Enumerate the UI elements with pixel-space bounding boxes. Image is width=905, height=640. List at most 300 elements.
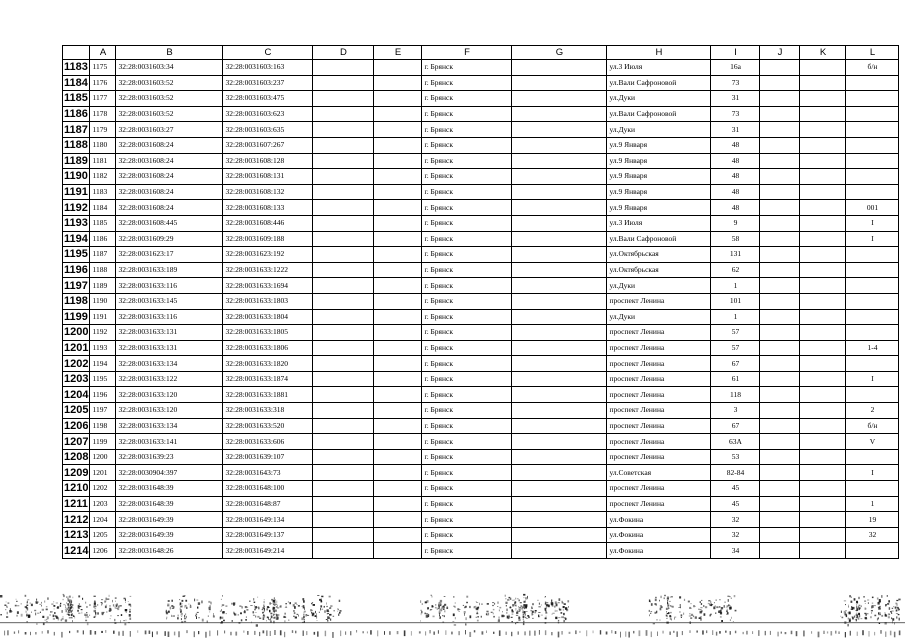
cell-d	[313, 231, 374, 247]
cell-d	[313, 527, 374, 543]
cell-a: 1198	[90, 418, 116, 434]
table-row	[63, 543, 899, 559]
cell-l: I	[846, 231, 899, 247]
cell-d	[313, 481, 374, 497]
table-row	[63, 60, 899, 76]
cell-b: 32:28:0031633:145	[116, 293, 223, 309]
cell-g	[512, 512, 607, 528]
cell-h: ул.Дуки	[607, 122, 711, 138]
cell-a: 1184	[90, 200, 116, 216]
cell-g	[512, 465, 607, 481]
column-header: D	[313, 46, 374, 60]
cell-e	[374, 137, 422, 153]
cell-f: г. Брянск	[422, 262, 512, 278]
cell-h: ул.9 Января	[607, 169, 711, 185]
cell-k	[800, 153, 846, 169]
table-row	[63, 137, 899, 153]
row-number: 1188	[63, 137, 90, 153]
cell-l	[846, 153, 899, 169]
cell-f: г. Брянск	[422, 403, 512, 419]
cell-f: г. Брянск	[422, 122, 512, 138]
cell-a: 1183	[90, 184, 116, 200]
cell-c: 32:28:0031633:1694	[223, 278, 313, 294]
cell-l	[846, 137, 899, 153]
cell-b: 32:28:0031608:24	[116, 184, 223, 200]
cell-b: 32:28:0031633:116	[116, 278, 223, 294]
table-row	[63, 340, 899, 356]
cell-g	[512, 278, 607, 294]
row-number: 1186	[63, 106, 90, 122]
cell-j	[760, 200, 800, 216]
cell-f: г. Брянск	[422, 215, 512, 231]
cell-c: 32:28:0031603:237	[223, 75, 313, 91]
column-header: J	[760, 46, 800, 60]
cell-i: 9	[711, 215, 760, 231]
cell-a: 1204	[90, 512, 116, 528]
cell-g	[512, 418, 607, 434]
cell-d	[313, 371, 374, 387]
cell-j	[760, 325, 800, 341]
cell-e	[374, 184, 422, 200]
cell-d	[313, 200, 374, 216]
table-row	[63, 278, 899, 294]
cell-a: 1179	[90, 122, 116, 138]
cell-d	[313, 387, 374, 403]
cell-i: 61	[711, 371, 760, 387]
column-header: L	[846, 46, 899, 60]
cell-d	[313, 278, 374, 294]
cell-a: 1187	[90, 247, 116, 263]
cell-i: 62	[711, 262, 760, 278]
cell-c: 32:28:0031643:73	[223, 465, 313, 481]
cell-g	[512, 387, 607, 403]
cell-f: г. Брянск	[422, 60, 512, 76]
cell-j	[760, 122, 800, 138]
cell-a: 1205	[90, 527, 116, 543]
cell-k	[800, 356, 846, 372]
cell-a: 1178	[90, 106, 116, 122]
cell-g	[512, 231, 607, 247]
cell-e	[374, 293, 422, 309]
cell-d	[313, 356, 374, 372]
cell-k	[800, 122, 846, 138]
cell-e	[374, 449, 422, 465]
cell-g	[512, 75, 607, 91]
table-row	[63, 371, 899, 387]
cell-l: I	[846, 371, 899, 387]
cell-l	[846, 449, 899, 465]
cell-a: 1181	[90, 153, 116, 169]
cell-h: проспект Ленина	[607, 496, 711, 512]
cell-f: г. Брянск	[422, 106, 512, 122]
cell-a: 1194	[90, 356, 116, 372]
table-row	[63, 465, 899, 481]
cell-j	[760, 387, 800, 403]
cell-b: 32:28:0031603:52	[116, 106, 223, 122]
row-number: 1214	[64, 544, 89, 557]
cell-f: г. Брянск	[422, 325, 512, 341]
column-header: A	[90, 46, 116, 60]
cell-a: 1203	[90, 496, 116, 512]
cell-k	[800, 387, 846, 403]
cell-e	[374, 481, 422, 497]
cell-f: г. Брянск	[422, 153, 512, 169]
cell-h: ул.Фокина	[607, 527, 711, 543]
table-row	[63, 75, 899, 91]
cell-g	[512, 122, 607, 138]
cell-d	[313, 247, 374, 263]
table-row	[63, 184, 899, 200]
cell-b: 32:28:0031633:120	[116, 387, 223, 403]
cell-c: 32:28:0031633:1222	[223, 262, 313, 278]
cell-i: 32	[711, 527, 760, 543]
cell-e	[374, 247, 422, 263]
cell-b: 32:28:0031608:24	[116, 200, 223, 216]
cell-f: г. Брянск	[422, 434, 512, 450]
cell-j	[760, 137, 800, 153]
cell-i: 16а	[711, 60, 760, 76]
cell-j	[760, 543, 800, 559]
cell-b: 32:28:0031633:131	[116, 325, 223, 341]
cell-j	[760, 184, 800, 200]
cell-j	[760, 60, 800, 76]
cell-a: 1199	[90, 434, 116, 450]
cell-c: 32:28:0031648:100	[223, 481, 313, 497]
cell-g	[512, 325, 607, 341]
cell-g	[512, 356, 607, 372]
cell-b: 32:28:0031639:23	[116, 449, 223, 465]
cell-d	[313, 309, 374, 325]
cell-c: 32:28:0031633:1874	[223, 371, 313, 387]
cell-g	[512, 153, 607, 169]
cell-l	[846, 543, 899, 559]
cell-f: г. Брянск	[422, 356, 512, 372]
cell-i: 45	[711, 481, 760, 497]
cell-e	[374, 91, 422, 107]
cell-g	[512, 60, 607, 76]
cell-i: 1	[711, 309, 760, 325]
column-header: C	[223, 46, 313, 60]
row-number: 1200	[64, 326, 89, 339]
cell-f: г. Брянск	[422, 543, 512, 559]
cell-l: V	[846, 434, 899, 450]
cell-b: 32:28:0031633:134	[116, 418, 223, 434]
cell-k	[800, 340, 846, 356]
table-row	[63, 106, 899, 122]
cell-d	[313, 169, 374, 185]
cell-g	[512, 449, 607, 465]
cell-g	[512, 137, 607, 153]
cell-i: 131	[711, 247, 760, 263]
table-row	[63, 387, 899, 403]
cell-k	[800, 231, 846, 247]
cell-h: ул.Октябрьская	[607, 247, 711, 263]
cell-c: 32:28:0031648:87	[223, 496, 313, 512]
cell-c: 32:28:0031633:1805	[223, 325, 313, 341]
cell-e	[374, 465, 422, 481]
cell-b: 32:28:0031603:52	[116, 91, 223, 107]
cell-l	[846, 481, 899, 497]
cell-l: 1-4	[846, 340, 899, 356]
cell-b: 32:28:0031609:29	[116, 231, 223, 247]
cell-b: 32:28:0031633:131	[116, 340, 223, 356]
cell-h: проспект Ленина	[607, 418, 711, 434]
cell-e	[374, 325, 422, 341]
cell-c: 32:28:0031608:446	[223, 215, 313, 231]
cell-f: г. Брянск	[422, 512, 512, 528]
cell-g	[512, 293, 607, 309]
cell-d	[313, 137, 374, 153]
cell-f: г. Брянск	[422, 309, 512, 325]
cell-f: г. Брянск	[422, 200, 512, 216]
cell-e	[374, 434, 422, 450]
cell-a: 1177	[90, 91, 116, 107]
cell-b: 32:28:0030904:397	[116, 465, 223, 481]
cell-h: ул.Фокина	[607, 543, 711, 559]
row-number: 1192	[63, 200, 90, 216]
cell-d	[313, 403, 374, 419]
cell-f: г. Брянск	[422, 231, 512, 247]
row-number: 1195	[63, 247, 90, 263]
cell-j	[760, 481, 800, 497]
cell-i: 48	[711, 200, 760, 216]
cell-j	[760, 371, 800, 387]
cell-k	[800, 481, 846, 497]
cell-h: ул.Вали Сафроновой	[607, 106, 711, 122]
cell-k	[800, 75, 846, 91]
cell-l: I	[846, 465, 899, 481]
cell-g	[512, 215, 607, 231]
cell-j	[760, 169, 800, 185]
row-number: 1197	[63, 278, 90, 294]
cell-b: 32:28:0031608:24	[116, 153, 223, 169]
cell-a: 1185	[90, 215, 116, 231]
cell-b: 32:28:0031648:26	[116, 543, 223, 559]
cell-j	[760, 512, 800, 528]
cell-j	[760, 527, 800, 543]
cell-h: ул.Фокина	[607, 512, 711, 528]
cell-k	[800, 543, 846, 559]
cell-k	[800, 137, 846, 153]
cell-g	[512, 262, 607, 278]
cell-c: 32:28:0031608:131	[223, 169, 313, 185]
cell-k	[800, 262, 846, 278]
cell-h: ул.3 Июля	[607, 60, 711, 76]
cell-g	[512, 309, 607, 325]
cell-h: проспект Ленина	[607, 356, 711, 372]
cell-h: ул.9 Января	[607, 137, 711, 153]
cell-l	[846, 169, 899, 185]
cell-b: 32:28:0031633:116	[116, 309, 223, 325]
cell-d	[313, 153, 374, 169]
row-number: 1193	[63, 215, 90, 231]
cell-e	[374, 278, 422, 294]
cell-i: 58	[711, 231, 760, 247]
cell-a: 1182	[90, 169, 116, 185]
cell-h: проспект Ленина	[607, 293, 711, 309]
cell-g	[512, 543, 607, 559]
cell-c: 32:28:0031649:137	[223, 527, 313, 543]
cell-i: 57	[711, 325, 760, 341]
table-row	[63, 293, 899, 309]
cell-a: 1175	[90, 60, 116, 76]
cell-f: г. Брянск	[422, 247, 512, 263]
cell-e	[374, 153, 422, 169]
cell-k	[800, 91, 846, 107]
cell-c: 32:28:0031639:107	[223, 449, 313, 465]
cell-k	[800, 465, 846, 481]
cell-k	[800, 371, 846, 387]
cell-l: 1	[846, 496, 899, 512]
row-number: 1206	[64, 419, 89, 432]
cell-k	[800, 418, 846, 434]
cell-b: 32:28:0031648:39	[116, 481, 223, 497]
cell-a: 1195	[90, 371, 116, 387]
cell-a: 1196	[90, 387, 116, 403]
cell-g	[512, 481, 607, 497]
cell-l: 2	[846, 403, 899, 419]
row-number: 1184	[63, 75, 90, 91]
cell-a: 1186	[90, 231, 116, 247]
cell-c: 32:28:0031633:1820	[223, 356, 313, 372]
cell-c: 32:28:0031603:475	[223, 91, 313, 107]
table-row	[63, 434, 899, 450]
cell-e	[374, 60, 422, 76]
cell-l	[846, 309, 899, 325]
cell-l	[846, 184, 899, 200]
cell-h: проспект Ленина	[607, 449, 711, 465]
cell-l: 001	[846, 200, 899, 216]
cell-k	[800, 200, 846, 216]
cell-b: 32:28:0031633:120	[116, 403, 223, 419]
cell-i: 48	[711, 153, 760, 169]
table-row	[63, 496, 899, 512]
cell-c: 32:28:0031603:623	[223, 106, 313, 122]
cell-h: ул.9 Января	[607, 153, 711, 169]
cell-b: 32:28:0031649:39	[116, 527, 223, 543]
cell-c: 32:28:0031607:267	[223, 137, 313, 153]
cell-i: 57	[711, 340, 760, 356]
cell-i: 82-84	[711, 465, 760, 481]
cell-e	[374, 309, 422, 325]
cell-f: г. Брянск	[422, 449, 512, 465]
cell-i: 118	[711, 387, 760, 403]
cell-a: 1201	[90, 465, 116, 481]
cell-e	[374, 169, 422, 185]
cell-l	[846, 278, 899, 294]
cell-d	[313, 434, 374, 450]
cell-i: 63А	[711, 434, 760, 450]
cell-i: 45	[711, 496, 760, 512]
cell-g	[512, 371, 607, 387]
cell-c: 32:28:0031608:128	[223, 153, 313, 169]
column-header-row	[63, 46, 899, 60]
row-number: 1189	[63, 153, 90, 169]
cell-g	[512, 200, 607, 216]
cell-d	[313, 449, 374, 465]
cell-k	[800, 325, 846, 341]
cell-h: проспект Ленина	[607, 340, 711, 356]
table-row	[63, 169, 899, 185]
cell-d	[313, 543, 374, 559]
cell-f: г. Брянск	[422, 278, 512, 294]
column-header: F	[422, 46, 512, 60]
cell-g	[512, 434, 607, 450]
cell-k	[800, 184, 846, 200]
cell-e	[374, 543, 422, 559]
cell-g	[512, 184, 607, 200]
cell-h: проспект Ленина	[607, 371, 711, 387]
cell-h: ул.Советская	[607, 465, 711, 481]
row-number: 1187	[63, 122, 90, 138]
corner-cell	[63, 46, 90, 60]
cell-k	[800, 403, 846, 419]
table-row	[63, 481, 899, 497]
cell-e	[374, 527, 422, 543]
cell-d	[313, 262, 374, 278]
cell-j	[760, 75, 800, 91]
cell-l	[846, 387, 899, 403]
cell-e	[374, 106, 422, 122]
cell-j	[760, 418, 800, 434]
row-number: 1213	[64, 529, 89, 542]
row-number: 1203	[64, 373, 89, 386]
cell-c: 32:28:0031633:1806	[223, 340, 313, 356]
table-row	[63, 215, 899, 231]
cell-i: 48	[711, 137, 760, 153]
row-number: 1201	[64, 341, 89, 354]
cell-i: 3	[711, 403, 760, 419]
cell-d	[313, 465, 374, 481]
cell-k	[800, 434, 846, 450]
row-number: 1196	[63, 262, 90, 278]
cell-g	[512, 247, 607, 263]
cell-k	[800, 278, 846, 294]
cell-h: ул.Дуки	[607, 91, 711, 107]
cell-j	[760, 215, 800, 231]
cell-f: г. Брянск	[422, 75, 512, 91]
cell-c: 32:28:0031603:163	[223, 60, 313, 76]
cell-c: 32:28:0031633:1804	[223, 309, 313, 325]
cell-a: 1193	[90, 340, 116, 356]
cell-d	[313, 496, 374, 512]
cell-a: 1176	[90, 75, 116, 91]
cell-j	[760, 309, 800, 325]
cell-f: г. Брянск	[422, 137, 512, 153]
cell-l: б/н	[846, 60, 899, 76]
cell-d	[313, 293, 374, 309]
cell-j	[760, 403, 800, 419]
table-row	[63, 418, 899, 434]
cell-c: 32:28:0031633:1803	[223, 293, 313, 309]
cell-f: г. Брянск	[422, 340, 512, 356]
cell-b: 32:28:0031603:52	[116, 75, 223, 91]
cell-l	[846, 325, 899, 341]
table-row	[63, 200, 899, 216]
cell-i: 67	[711, 356, 760, 372]
spreadsheet-table	[62, 45, 899, 559]
cell-c: 32:28:0031649:134	[223, 512, 313, 528]
row-number: 1208	[64, 451, 89, 464]
cell-b: 32:28:0031633:134	[116, 356, 223, 372]
cell-e	[374, 418, 422, 434]
cell-a: 1190	[90, 293, 116, 309]
cell-f: г. Брянск	[422, 527, 512, 543]
cell-e	[374, 387, 422, 403]
cell-g	[512, 527, 607, 543]
cell-g	[512, 496, 607, 512]
cell-k	[800, 496, 846, 512]
